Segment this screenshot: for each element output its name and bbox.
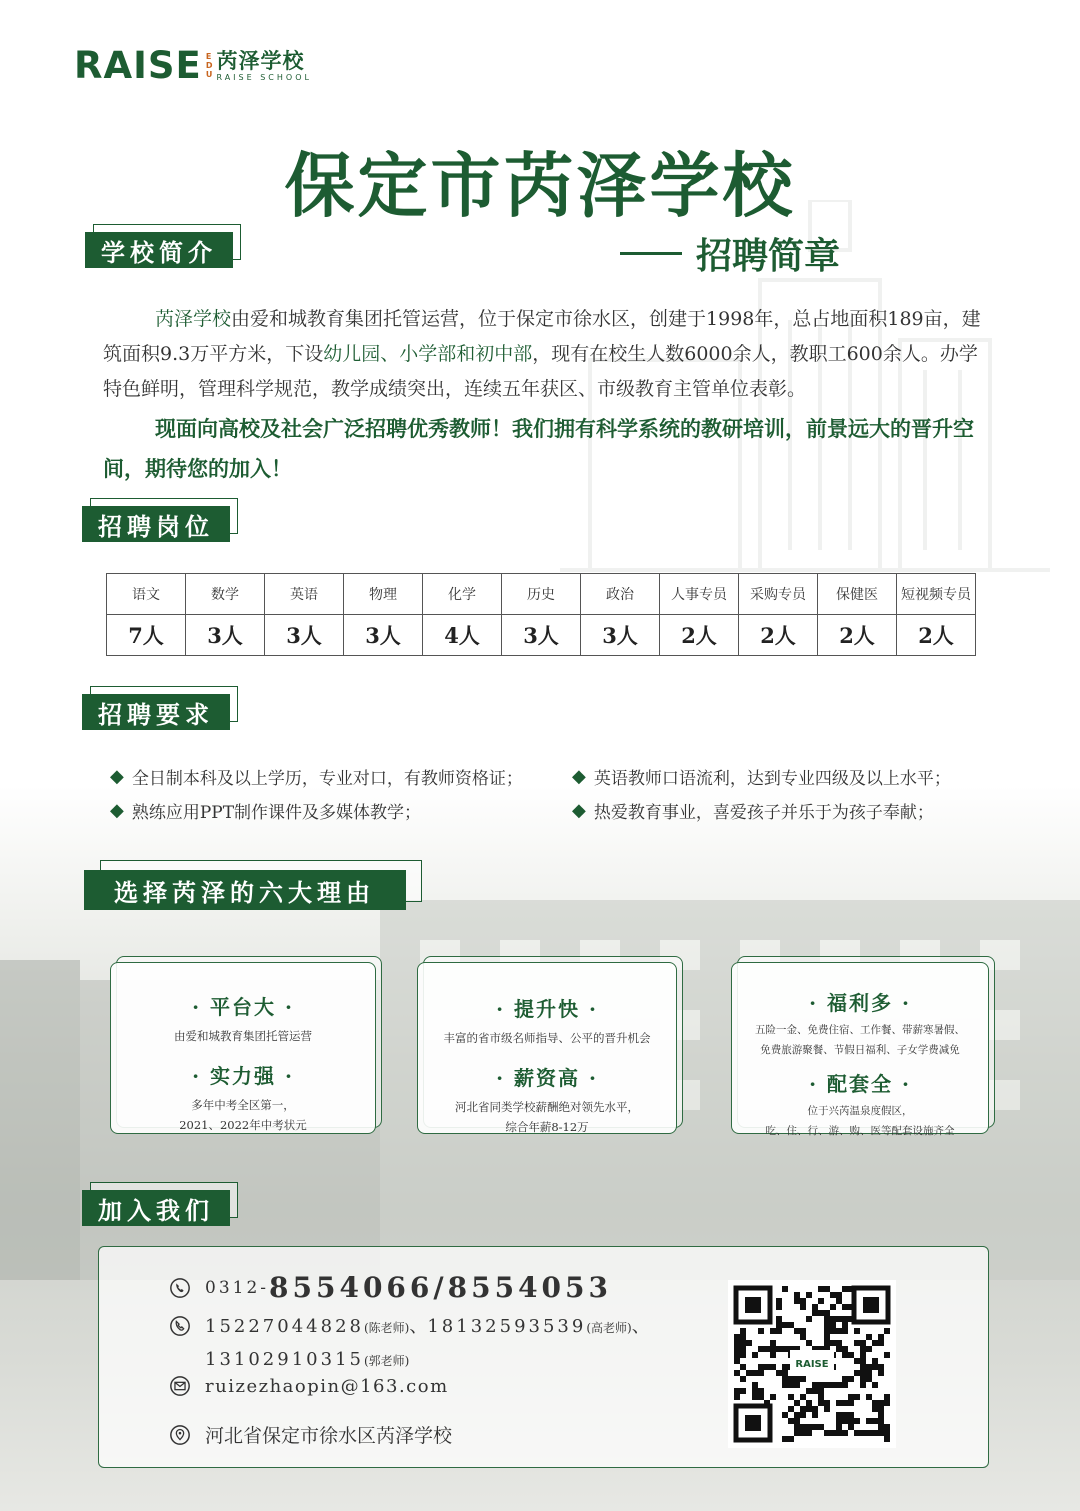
position-count: 4人 <box>423 615 502 656</box>
logo-brand-text: RAISE <box>74 44 202 87</box>
email-row <box>169 1375 449 1397</box>
position-count: 2人 <box>739 615 818 656</box>
logo-chinese-name: 芮泽学校 <box>216 49 305 73</box>
phone-icon <box>169 1277 191 1299</box>
mobile-list <box>205 1311 650 1377</box>
reason-description: 综合年薪8-12万 <box>505 1120 589 1134</box>
intro-divisions: 幼儿园、小学部和初中部 <box>323 343 533 365</box>
reason-title: · 提升快 · <box>496 997 598 1021</box>
reason-title-text: 配套全 <box>827 1072 893 1096</box>
requirement-item <box>110 798 421 823</box>
logo-edu-letter: U <box>205 70 213 79</box>
mobile-number[interactable]: 13102910315 <box>205 1349 364 1370</box>
diamond-bullet-icon: ◆ <box>572 800 586 821</box>
reason-card <box>731 962 989 1137</box>
subtitle-text: 招聘简章 <box>696 235 841 277</box>
school-logo <box>74 44 312 87</box>
section-label-positions <box>82 506 230 542</box>
qr-code-image[interactable] <box>728 1280 896 1448</box>
diamond-bullet-icon: ◆ <box>110 800 124 821</box>
subtitle-dash <box>620 252 682 255</box>
reason-title-text: 提升快 <box>514 997 580 1021</box>
page-title: 保定市芮泽学校 <box>284 144 796 227</box>
section-label-text: 选择芮泽的六大理由 <box>84 870 406 910</box>
position-name: 化学 <box>423 574 502 615</box>
section-label-text: 学校简介 <box>85 232 233 268</box>
reason-description: 多年中考全区第一， <box>191 1098 295 1112</box>
intro-school-name: 芮泽学校 <box>155 308 232 330</box>
contact-person: (陈老师) <box>363 1321 410 1335</box>
page-subtitle <box>620 228 840 279</box>
reason-description: 由爱和城教育集团托管运营 <box>174 1029 312 1043</box>
reason-title: · 实力强 · <box>192 1064 294 1088</box>
section-label-text: 加入我们 <box>82 1190 230 1226</box>
reason-title: · 福利多 · <box>809 991 911 1015</box>
logo-english-name: RAISE SCHOOL <box>216 73 312 82</box>
reason-title-text: 薪资高 <box>514 1066 580 1090</box>
position-name: 短视频专员 <box>897 574 976 615</box>
requirement-item <box>572 798 934 823</box>
requirement-text: 熟练应用PPT制作课件及多媒体教学； <box>131 803 422 823</box>
diamond-bullet-icon: ◆ <box>110 766 124 787</box>
position-count: 3人 <box>502 615 581 656</box>
intro-text: 由爱和城教育集团托管运营，位于保定市徐水区，创建于1998年，总占地面积189亩，建筑面积9.3万平方米，下设 <box>103 308 981 365</box>
reason-description: 位于兴芮温泉度假区， <box>807 1105 913 1117</box>
intro-invitation: 现面向高校及社会广泛招聘优秀教师！我们拥有科学系统的教研培训，前景远大的晋升空间，期待您的加入！ <box>103 416 974 481</box>
section-label-join <box>82 1190 230 1226</box>
position-name: 政治 <box>581 574 660 615</box>
position-name: 物理 <box>344 574 423 615</box>
mobile-phone-icon <box>169 1315 191 1337</box>
position-name: 人事专员 <box>660 574 739 615</box>
section-label-intro <box>85 232 233 268</box>
address-row <box>169 1421 452 1448</box>
landline-area-code[interactable]: 0312- <box>205 1277 270 1298</box>
contact-person: (郭老师) <box>363 1354 410 1368</box>
position-name: 数学 <box>186 574 265 615</box>
reason-description: 丰富的省市级名师指导、公平的晋升机会 <box>443 1031 651 1045</box>
separator: 、 <box>631 1316 650 1337</box>
section-label-reasons <box>84 870 406 910</box>
requirement-item <box>572 764 951 789</box>
requirement-text: 全日制本科及以上学历，专业对口，有教师资格证； <box>131 769 523 789</box>
reason-title: · 平台大 · <box>192 995 294 1019</box>
position-count: 3人 <box>581 615 660 656</box>
separator: 、 <box>409 1316 428 1337</box>
section-label-requirements <box>82 694 230 730</box>
address-text: 河北省保定市徐水区芮泽学校 <box>205 1425 453 1447</box>
reason-description: 五险一金、免费住宿、工作餐、带薪寒暑假、 <box>755 1024 965 1036</box>
reason-title-text: 福利多 <box>827 991 893 1015</box>
mobile-row <box>169 1311 650 1377</box>
school-introduction <box>103 302 993 489</box>
position-count: 2人 <box>897 615 976 656</box>
reason-title-text: 实力强 <box>210 1064 276 1088</box>
landline-row <box>169 1271 612 1304</box>
intro-paragraph <box>103 302 993 407</box>
section-label-text: 招聘岗位 <box>82 506 230 542</box>
position-count: 2人 <box>660 615 739 656</box>
position-count: 3人 <box>265 615 344 656</box>
logo-edu-letter: D <box>205 61 213 70</box>
requirement-item <box>110 764 523 789</box>
positions-header-row <box>107 574 976 615</box>
reason-description: 河北省同类学校薪酬绝对领先水平， <box>455 1100 639 1114</box>
logo-edu-letter: E <box>205 52 212 61</box>
mobile-number[interactable]: 15227044828 <box>205 1316 364 1337</box>
positions-count-row <box>107 615 976 656</box>
section-label-text: 招聘要求 <box>82 694 230 730</box>
position-name: 采购专员 <box>739 574 818 615</box>
reason-title-text: 平台大 <box>210 995 276 1019</box>
reason-card <box>417 962 677 1134</box>
requirement-text: 热爱教育事业，喜爱孩子并乐于为孩子奉献； <box>593 803 934 823</box>
position-name: 语文 <box>107 574 186 615</box>
intro-text: ，现有在校生人数6000余人，教职工600余人。办学特色鲜明，管理科学规范，教学成绩突出，连续五年获区、市级教育主管单位表彰。 <box>103 343 978 400</box>
location-pin-icon <box>169 1424 191 1446</box>
position-count: 3人 <box>186 615 265 656</box>
contact-person: (高老师) <box>586 1321 632 1335</box>
position-name: 保健医 <box>818 574 897 615</box>
position-name: 历史 <box>502 574 581 615</box>
positions-table <box>106 573 976 656</box>
requirement-text: 英语教师口语流利，达到专业四级及以上水平； <box>593 769 951 789</box>
reason-title: · 薪资高 · <box>496 1066 598 1090</box>
reason-description: 免费旅游聚餐、节假日福利、子女学费减免 <box>760 1044 960 1056</box>
qr-center-logo: RAISE <box>795 1359 829 1370</box>
position-count: 7人 <box>107 615 186 656</box>
reason-description: 吃、住、行、游、购、医等配套设施齐全 <box>765 1125 955 1137</box>
landline-numbers[interactable]: 8554066/8554053 <box>269 1271 612 1304</box>
email-link[interactable]: ruizezhaopin@163.com <box>205 1375 449 1397</box>
mail-icon <box>169 1375 191 1397</box>
reason-card <box>110 962 376 1134</box>
mobile-number[interactable]: 18132593539 <box>427 1316 587 1337</box>
logo-edu-mark <box>206 52 213 79</box>
position-count: 2人 <box>818 615 897 656</box>
position-name: 英语 <box>265 574 344 615</box>
reason-title: · 配套全 · <box>809 1072 911 1096</box>
reason-description: 2021、2022年中考状元 <box>179 1118 307 1132</box>
diamond-bullet-icon: ◆ <box>572 766 586 787</box>
position-count: 3人 <box>344 615 423 656</box>
